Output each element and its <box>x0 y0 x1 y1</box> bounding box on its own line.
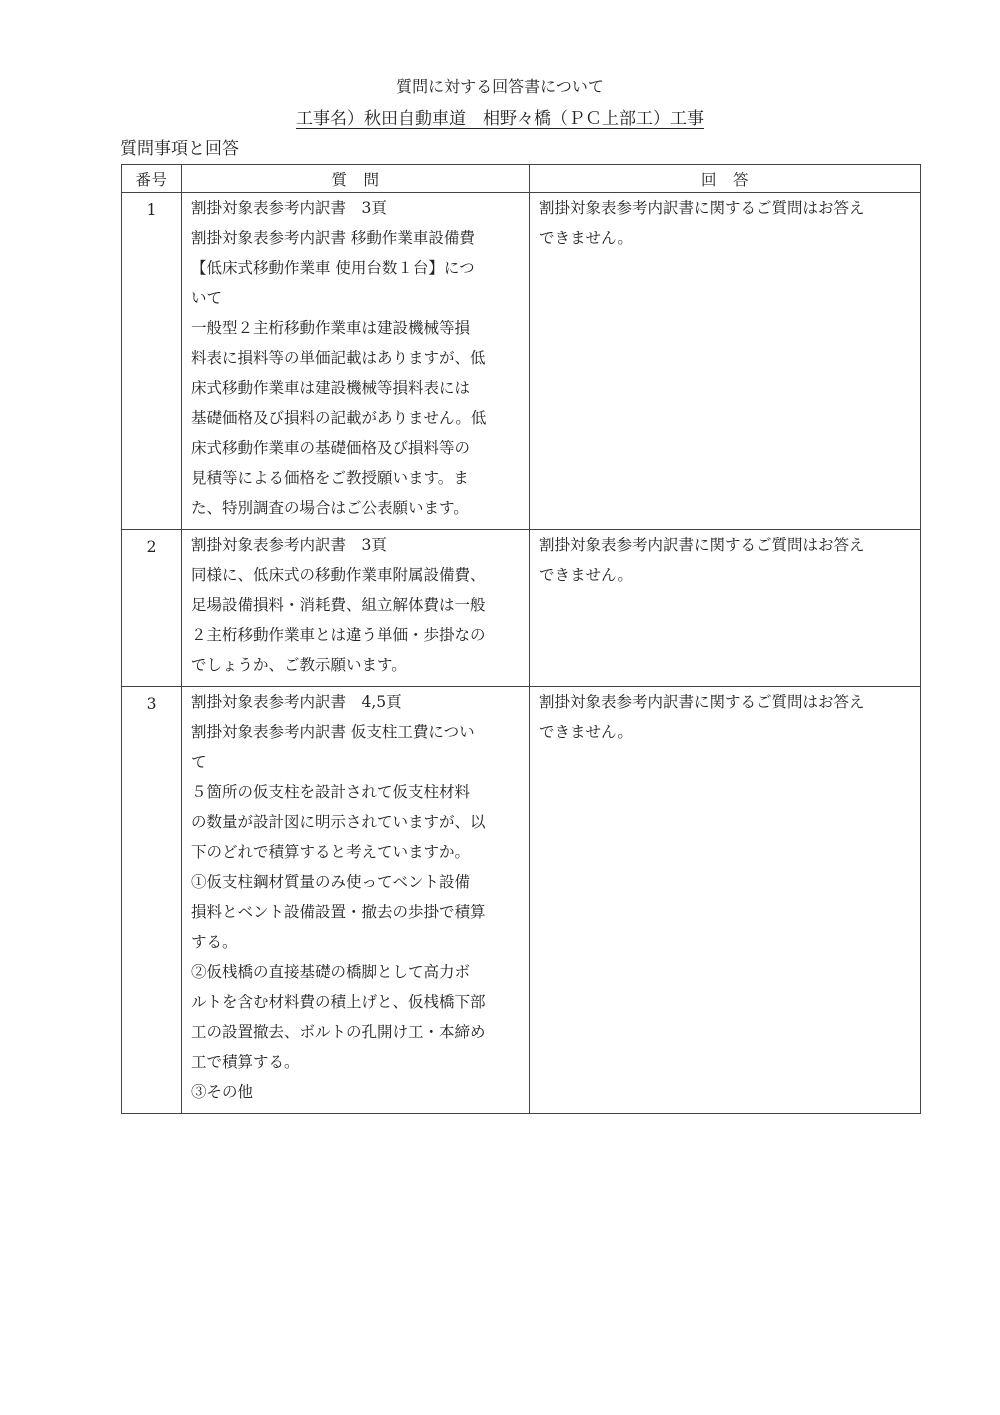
question-line: た、特別調査の場合はご公表願います。 <box>191 499 469 517</box>
question-line: 床式移動作業車は建設機械等損料表には <box>191 379 471 397</box>
table-row <box>122 193 921 530</box>
question-line: 基礎価格及び損料の記載がありません。低 <box>191 409 487 427</box>
project-name <box>0 107 1000 131</box>
question-line: 割掛対象表参考内訳書 3頁 <box>191 536 387 554</box>
question-line: する。 <box>191 933 238 951</box>
question-cell <box>182 530 530 687</box>
question-cell <box>182 193 530 530</box>
row-number: 2 <box>122 530 182 687</box>
question-line: 床式移動作業車の基礎価格及び損料等の <box>191 439 471 457</box>
question-cell <box>182 687 530 1114</box>
answer-line: 割掛対象表参考内訳書に関するご質問はお答え <box>539 693 865 711</box>
question-line: 損料とベント設備設置・撤去の歩掛で積算 <box>191 903 486 921</box>
section-heading: 質問事項と回答 <box>120 139 239 159</box>
question-line: ③その他 <box>191 1083 254 1101</box>
question-line: 下のどれで積算すると考えていますか。 <box>191 843 471 861</box>
table-header-row <box>122 165 921 193</box>
question-line: 工で積算する。 <box>191 1053 300 1071</box>
answer-line: 割掛対象表参考内訳書に関するご質問はお答え <box>539 536 865 554</box>
question-line: て <box>191 753 207 771</box>
header-answer: 回 答 <box>530 165 921 193</box>
question-line: ①仮支柱鋼材質量のみ使ってベント設備 <box>191 873 471 891</box>
question-line: ５箇所の仮支柱を設計されて仮支柱材料 <box>191 783 471 801</box>
question-line: 【低床式移動作業車 使用台数１台】につ <box>191 259 475 277</box>
question-line: ルトを含む材料費の積上げと、仮桟橋下部 <box>191 993 486 1011</box>
question-line: 割掛対象表参考内訳書 仮支柱工費につい <box>191 723 475 741</box>
header-number: 番号 <box>122 165 182 193</box>
question-line: ２主桁移動作業車とは違う単価・歩掛なの <box>191 626 486 644</box>
question-line: 割掛対象表参考内訳書 移動作業車設備費 <box>191 229 475 247</box>
answer-line: 割掛対象表参考内訳書に関するご質問はお答え <box>539 199 865 217</box>
question-line: 見積等による価格をご教授願います。ま <box>191 469 469 487</box>
row-number: 1 <box>122 193 182 530</box>
question-line: 割掛対象表参考内訳書 3頁 <box>191 199 387 217</box>
answer-cell <box>530 530 921 687</box>
answer-cell <box>530 687 921 1114</box>
header-question: 質 問 <box>182 165 530 193</box>
question-line: ②仮桟橋の直接基礎の橋脚として高力ボ <box>191 963 471 981</box>
question-line: 料表に損料等の単価記載はありますが、低 <box>191 349 486 367</box>
answer-line: できません。 <box>539 229 633 247</box>
qa-table <box>121 164 921 1114</box>
document-title: 質問に対する回答書について <box>396 77 604 96</box>
question-line: 一般型２主桁移動作業車は建設機械等損 <box>191 319 471 337</box>
question-line: 割掛対象表参考内訳書 4,5頁 <box>191 693 402 711</box>
table-row <box>122 687 921 1114</box>
answer-line: できません。 <box>539 723 633 741</box>
question-line: いて <box>191 289 223 307</box>
table-row <box>122 530 921 687</box>
table-body <box>122 193 921 1114</box>
answer-cell <box>530 193 921 530</box>
question-line: 足場設備損料・消耗費、組立解体費は一般 <box>191 596 486 614</box>
row-number: 3 <box>122 687 182 1114</box>
question-line: の数量が設計図に明示されていますが、以 <box>191 813 486 831</box>
answer-line: できません。 <box>539 566 633 584</box>
question-line: 工の設置撤去、ボルトの孔開け工・本締め <box>191 1023 486 1041</box>
question-line: 同様に、低床式の移動作業車附属設備費、 <box>191 566 486 584</box>
question-line: でしょうか、ご教示願います。 <box>191 656 407 674</box>
project-name-text: 工事名）秋田自動車道 相野々橋（ＰＣ上部工）工事 <box>296 109 704 129</box>
